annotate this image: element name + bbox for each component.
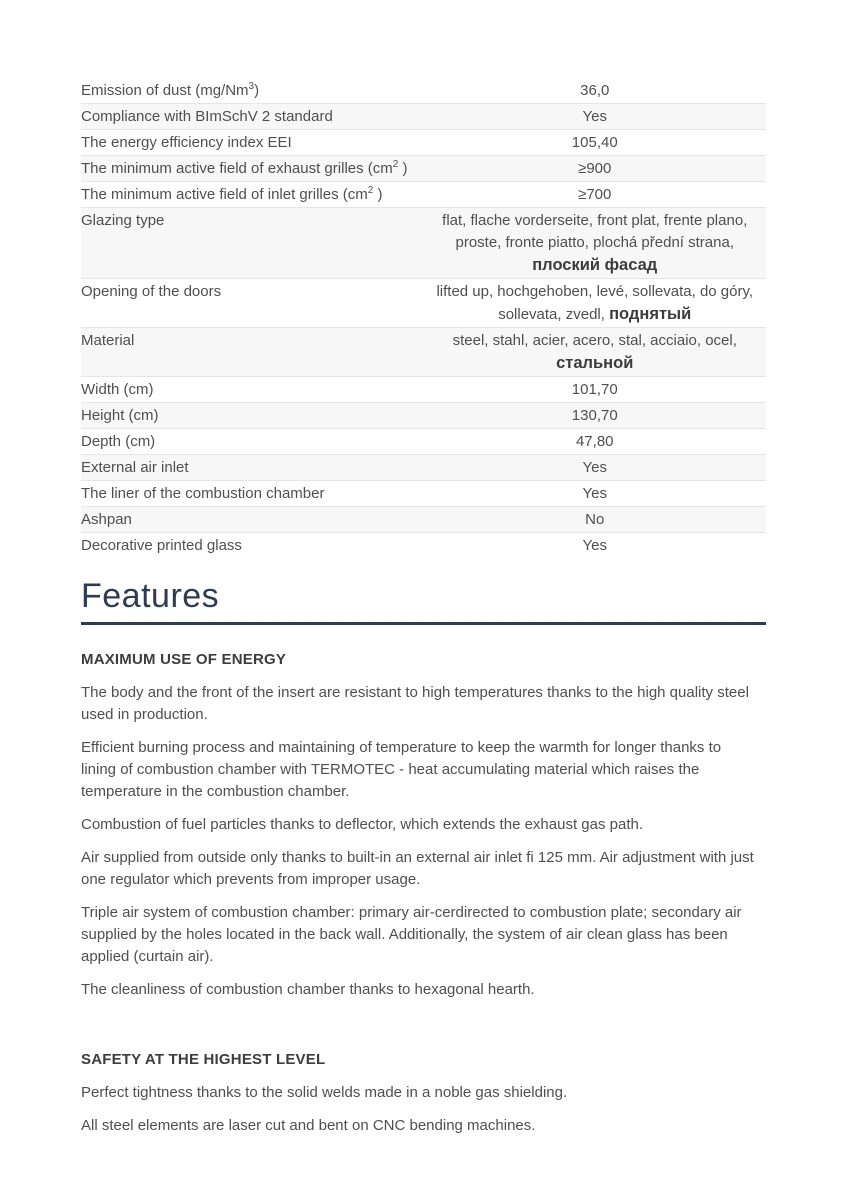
spec-value-line: 105,40 <box>571 134 618 151</box>
spec-value-line: lifted up, hochgehoben, levé, sollevata, do góry, <box>436 283 754 300</box>
table-row <box>81 507 766 533</box>
spec-value <box>424 507 767 533</box>
features-sections <box>81 651 766 1137</box>
spec-value-line: плоский фасад <box>532 256 658 274</box>
spec-value-line: proste, fronte piatto, plochá přední strana, <box>455 234 734 251</box>
spec-label: Opening of the doors <box>81 283 222 300</box>
spec-value-line: стальной <box>556 354 634 372</box>
spec-value-line: 101,70 <box>571 381 618 398</box>
spec-label: Height (cm) <box>81 407 159 424</box>
spec-table <box>81 78 766 558</box>
spec-label: Emission of dust (mg/Nm$^3$) <box>81 81 260 99</box>
table-row <box>81 156 766 182</box>
table-row <box>81 403 766 429</box>
table-row <box>81 208 766 279</box>
feature-paragraph: Efficient burning process and maintaining of temperature to keep the warmth for longer thanks to lining of combustion chamber with TERMOTEC - heat accumulating material which raises the temperature in the combustion chamber. <box>81 739 722 800</box>
table-row <box>81 104 766 130</box>
spec-label: The energy efficiency index EEI <box>81 134 292 151</box>
table-row <box>81 328 766 377</box>
features-title-underline <box>81 578 766 625</box>
spec-value-line: Yes <box>582 108 607 125</box>
spec-value <box>424 377 767 403</box>
feature-section-heading: SAFETY AT THE HIGHEST LEVEL <box>81 1051 326 1068</box>
spec-value <box>424 279 767 328</box>
spec-value-line: Yes <box>582 485 607 502</box>
spec-value-line: Yes <box>582 537 607 554</box>
feature-paragraph: Air supplied from outside only thanks to built-in an external air inlet fi 125 mm. Air adjustment with just one regulator which prevents from improper usage. <box>81 849 754 888</box>
table-row <box>81 455 766 481</box>
spec-value-line: Yes <box>582 459 607 476</box>
page-content <box>81 0 766 1148</box>
table-row <box>81 182 766 208</box>
feature-paragraph: Triple air system of combustion chamber: primary air-cerdirected to combustion plate; secondary air supplied by the holes located in the back wall. Additionally, the system of air clean glass has been applied (curtain air). <box>81 904 742 965</box>
spec-value <box>424 130 767 156</box>
spec-label: Depth (cm) <box>81 433 156 450</box>
feature-section-heading: MAXIMUM USE OF ENERGY <box>81 651 287 668</box>
spec-value-line: sollevata, zvedl, поднятый <box>498 305 692 323</box>
spec-label: Material <box>81 332 135 349</box>
spec-label: Decorative printed glass <box>81 537 242 554</box>
spec-value-line: ≥700 <box>578 186 612 203</box>
spec-value <box>424 78 767 104</box>
spec-value <box>424 208 767 279</box>
spec-label: Ashpan <box>81 511 132 528</box>
table-row <box>81 130 766 156</box>
spec-label: External air inlet <box>81 459 189 476</box>
spec-value-line: steel, stahl, acier, acero, stal, acciaio, ocel, <box>452 332 737 349</box>
spec-label: Compliance with BImSchV 2 standard <box>81 108 333 125</box>
spec-label: Glazing type <box>81 212 165 229</box>
spec-label: Width (cm) <box>81 381 154 398</box>
table-row <box>81 533 766 559</box>
feature-paragraph: Combustion of fuel particles thanks to deflector, which extends the exhaust gas path. <box>81 816 643 833</box>
spec-label: The liner of the combustion chamber <box>81 485 325 502</box>
spec-value-line: flat, flache vorderseite, front plat, frente plano, <box>442 212 748 229</box>
feature-paragraph: Perfect tightness thanks to the solid welds made in a noble gas shielding. <box>81 1084 568 1101</box>
spec-value <box>424 403 767 429</box>
spec-value <box>424 156 767 182</box>
spec-value <box>424 104 767 130</box>
spec-value-line: 130,70 <box>571 407 618 424</box>
spec-value-line: 36,0 <box>580 82 610 99</box>
table-row <box>81 481 766 507</box>
spec-value <box>424 328 767 377</box>
table-row <box>81 429 766 455</box>
table-row <box>81 279 766 328</box>
spec-value <box>424 429 767 455</box>
spec-value-line: ≥900 <box>578 160 612 177</box>
spec-value <box>424 533 767 559</box>
table-row <box>81 377 766 403</box>
table-row <box>81 78 766 104</box>
spec-value <box>424 182 767 208</box>
spec-value-line: No <box>585 511 605 528</box>
feature-paragraph: The body and the front of the insert are resistant to high temperatures thanks to the high quality steel used in production. <box>81 684 749 723</box>
feature-paragraph: The cleanliness of combustion chamber thanks to hexagonal hearth. <box>81 981 535 998</box>
spec-table-body <box>81 78 766 558</box>
spec-label: The minimum active field of inlet grilles ($cm^2$ ) <box>81 185 383 203</box>
features-section-title: Features <box>81 577 220 615</box>
spec-value <box>424 481 767 507</box>
feature-paragraph: All steel elements are laser cut and bent on CNC bending machines. <box>81 1117 536 1134</box>
spec-value-line: 47,80 <box>575 433 614 450</box>
spec-value <box>424 455 767 481</box>
spec-label: The minimum active field of exhaust grilles ($cm^2$ ) <box>81 159 408 177</box>
